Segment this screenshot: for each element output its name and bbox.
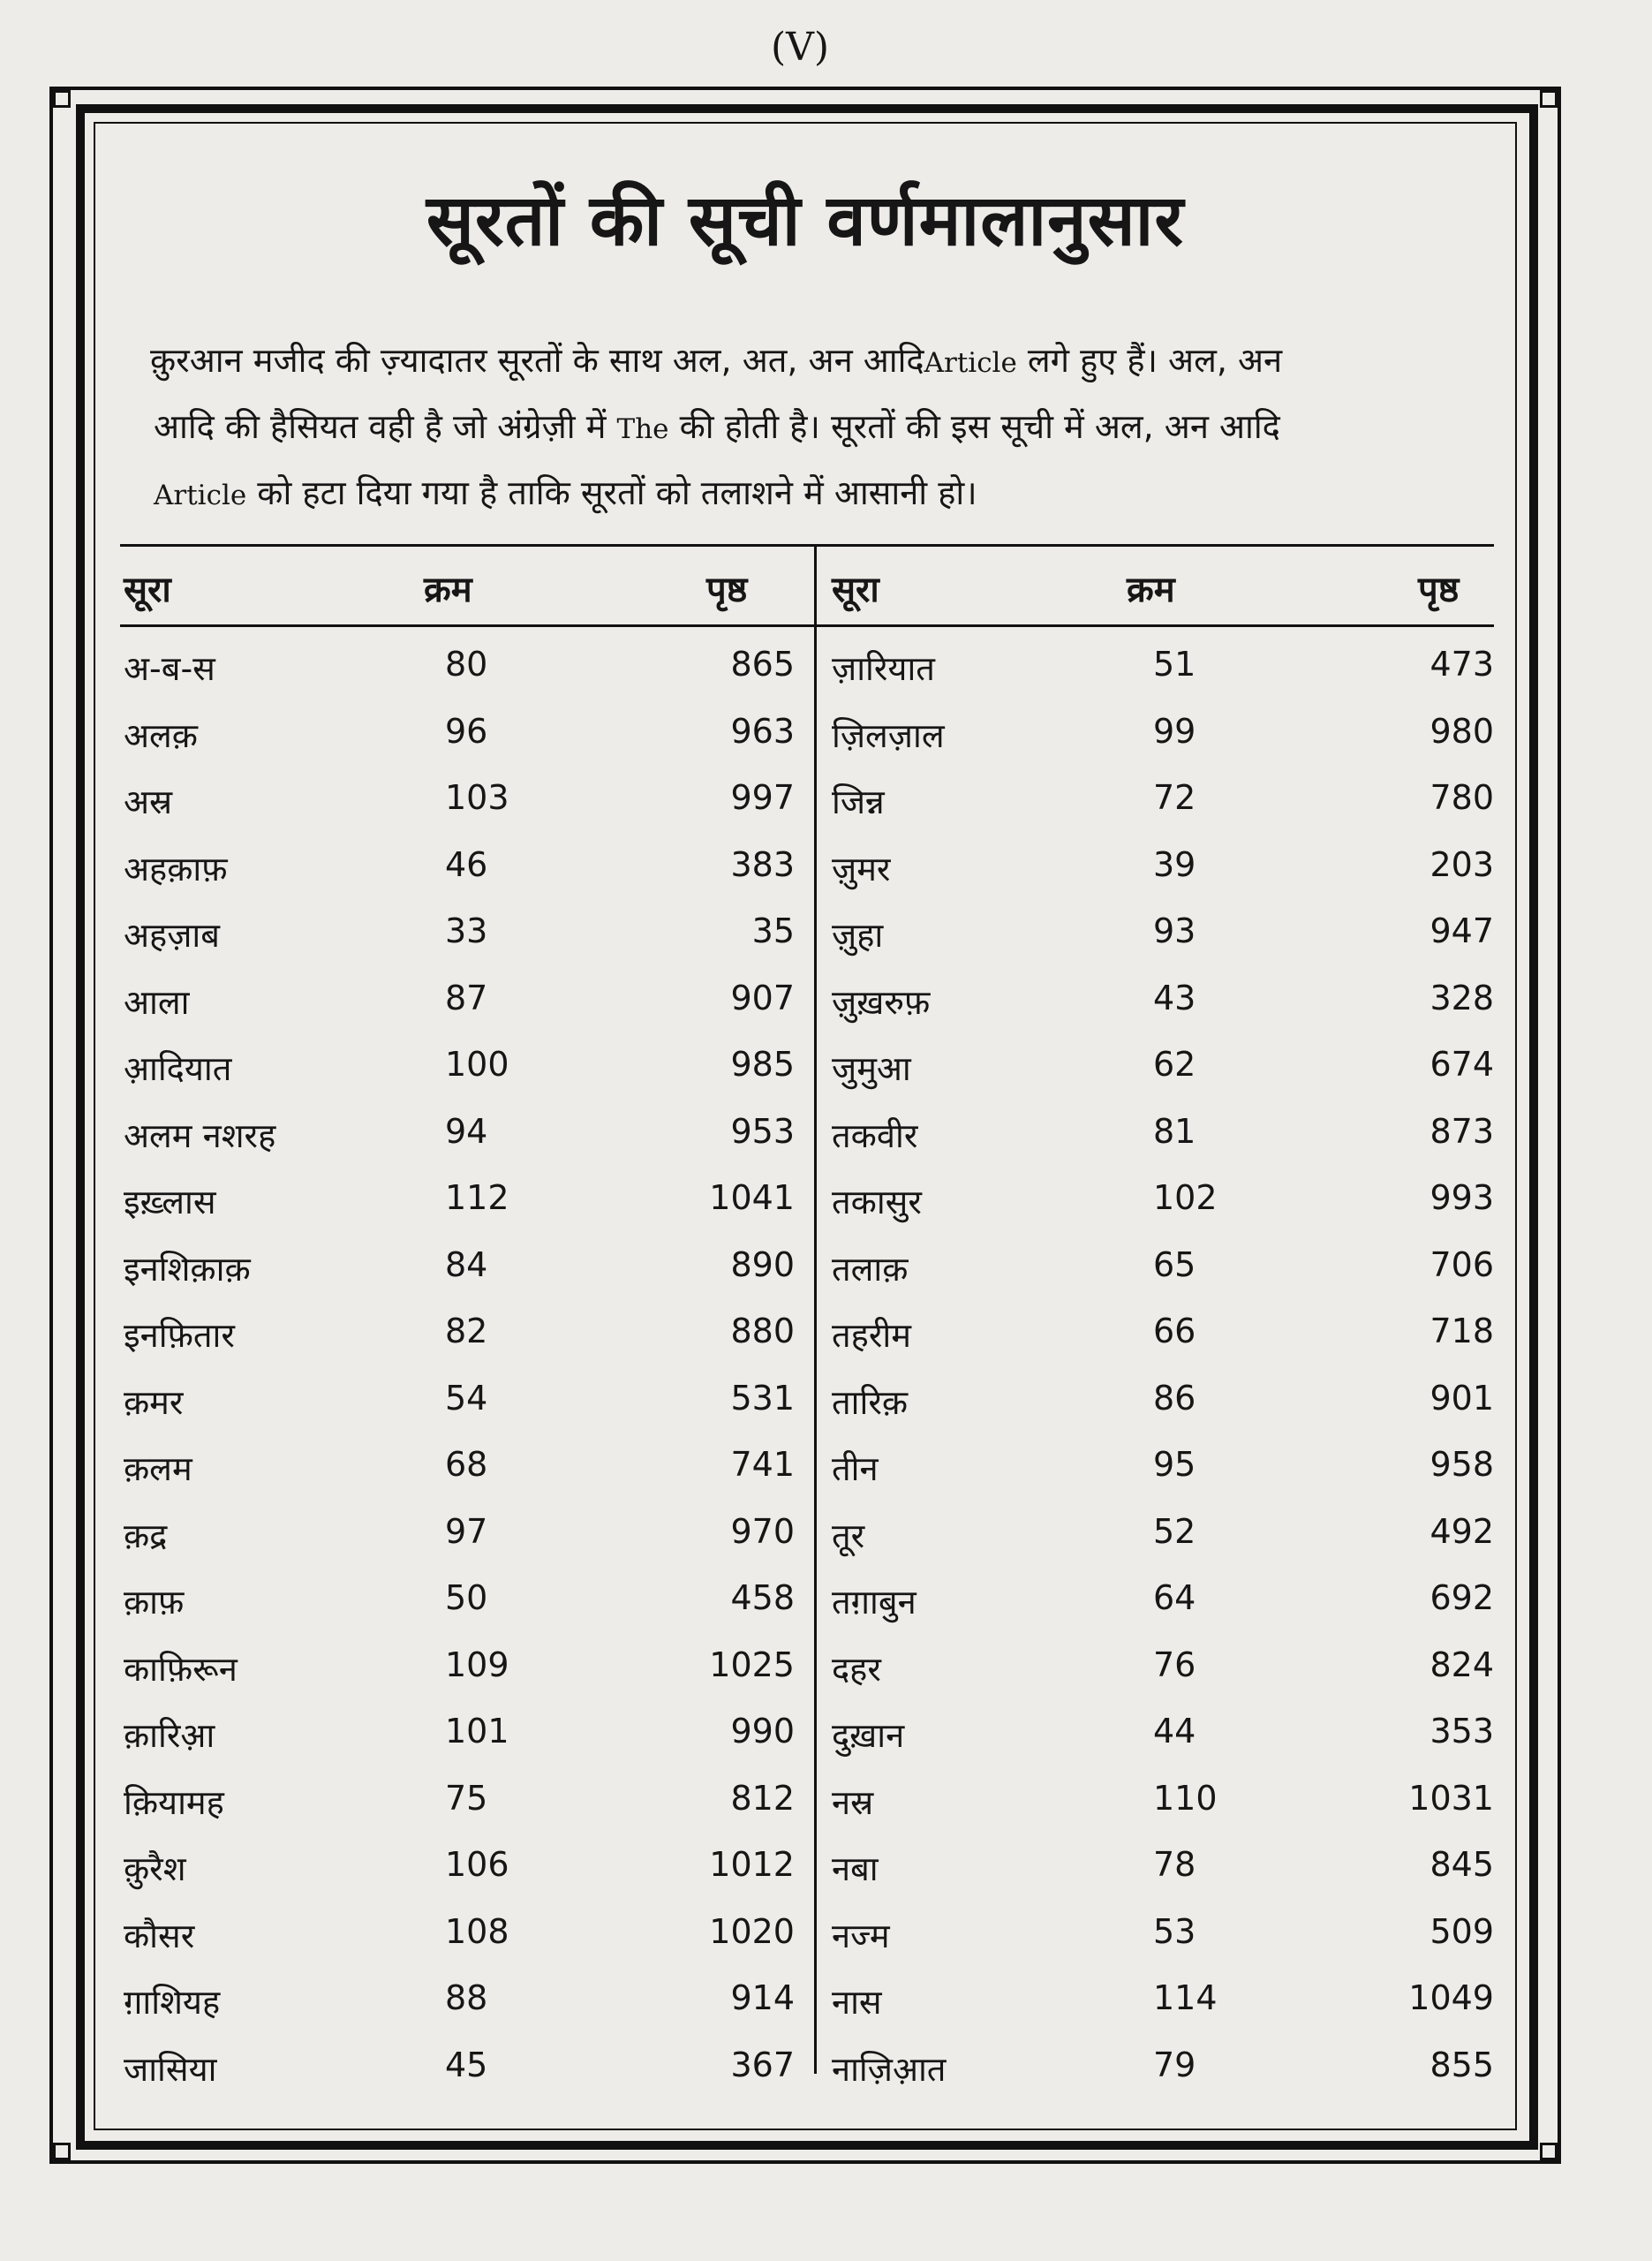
table-row [832,1503,1494,1570]
sura-name: अस्र [124,783,173,821]
page-number-cell: 855 [1429,2045,1494,2084]
table-header-rule [120,624,1494,627]
page-number-cell: 1041 [709,1178,795,1217]
sura-order-number: 44 [1153,1712,1196,1751]
page-number-cell: 780 [1429,778,1494,817]
sura-order-number: 66 [1153,1312,1196,1350]
page-number-cell: 914 [730,1978,795,2017]
sura-name: नस्र [832,1782,874,1822]
sura-name: क़लम [124,1449,192,1488]
table-row [124,970,795,1037]
page-number: (V) [770,25,830,70]
table-row [124,836,795,904]
intro-line-2: आदि की हैसियत वही है जो अंग्रेज़ी में The की होती है। सूरतों की इस सूची में अल, अन आदि [154,407,1280,446]
sura-order-number: 46 [445,844,488,884]
header-sura-left: सूरा [124,570,171,610]
table-row [124,769,795,836]
page-number-cell: 203 [1429,844,1494,884]
page-number-cell: 963 [730,711,795,751]
sura-order-number: 79 [1153,2045,1196,2084]
sura-order-number: 96 [445,711,488,751]
table-row [832,1169,1494,1236]
page-number-cell: 1031 [1408,1778,1494,1818]
page-number-cell: 890 [730,1244,795,1284]
sura-order-number: 54 [445,1378,488,1418]
table-row [832,1703,1494,1770]
sura-order-number: 108 [445,1911,509,1951]
sura-name: क़ाफ़ [124,1583,185,1622]
sura-name: कौसर [124,1916,195,1955]
table-row [124,703,795,770]
sura-order-number: 94 [445,1111,488,1151]
sura-order-number: 64 [1153,1578,1196,1617]
sura-order-number: 99 [1153,711,1196,751]
sura-name: तूर [832,1516,865,1555]
sura-order-number: 112 [445,1178,509,1217]
sura-order-number: 87 [445,978,488,1017]
table-row [124,903,795,970]
page-number-cell: 985 [730,1045,795,1084]
page-number-cell: 812 [730,1778,795,1818]
table-row [124,2037,795,2104]
page-number-cell: 718 [1429,1312,1494,1350]
sura-order-number: 101 [445,1712,509,1751]
page-number-cell: 35 [751,911,795,950]
sura-name: इनफ़ितार [124,1316,235,1355]
table-row [124,1903,795,1970]
sura-name: क़ियामह [124,1782,224,1822]
table-row [124,1703,795,1770]
sura-name: अलम नशरह [124,1115,276,1155]
table-row [832,703,1494,770]
sura-order-number: 75 [445,1778,488,1818]
page-number-cell: 1020 [709,1911,795,1951]
sura-name: तारिक़ [832,1382,909,1422]
page-number-cell: 531 [730,1378,795,1418]
page-number-cell: 980 [1429,711,1494,751]
sura-order-number: 45 [445,2045,488,2084]
sura-name: तहरीम [832,1316,911,1355]
page-number-cell: 473 [1429,645,1494,684]
header-kram-left: क्रम [424,570,472,610]
header-sura-right: सूरा [832,570,879,610]
table-row [832,1103,1494,1170]
table-row [832,1970,1494,2037]
page-number-cell: 997 [730,778,795,817]
page-number-cell: 901 [1429,1378,1494,1418]
table-row [832,636,1494,703]
page-number-cell: 947 [1429,911,1494,950]
table-row [832,1903,1494,1970]
sura-name: ज़ुहा [832,916,884,955]
page-number-cell: 1049 [1408,1978,1494,2017]
sura-name: जिन्न [832,783,885,821]
table-row [124,1169,795,1236]
sura-name: अलक़ [124,715,198,755]
intro-paragraph [150,329,1475,527]
sura-name: इनशिक़ाक़ [124,1249,251,1289]
sura-order-number: 106 [445,1845,509,1884]
sura-name: ज़ुख़रुफ़ [832,982,931,1022]
table-row [124,1036,795,1103]
sura-name: जुमुआ [832,1049,911,1088]
sura-order-number: 50 [445,1578,488,1617]
table-row [124,1970,795,2037]
sura-order-number: 81 [1153,1111,1196,1151]
sura-order-number: 68 [445,1445,488,1484]
sura-order-number: 43 [1153,978,1196,1017]
page-title: सूरतों की सूची वर्णमालानुसार [426,179,1185,261]
sura-table-right [832,636,1494,2103]
table-top-rule [120,544,1494,547]
table-row [124,1836,795,1903]
sura-order-number: 80 [445,645,488,684]
page-number-cell: 741 [730,1445,795,1484]
table-row [124,1436,795,1503]
sura-table-left [124,636,795,2103]
sura-name: नाज़िआ़त [832,2049,947,2089]
sura-order-number: 86 [1153,1378,1196,1418]
sura-order-number: 51 [1153,645,1196,684]
table-row [832,769,1494,836]
table-row [124,636,795,703]
page-number-cell: 1012 [709,1845,795,1884]
sura-name: इख़्लास [124,1183,216,1221]
table-row [832,1569,1494,1637]
sura-name: नास [832,1983,882,2022]
sura-name: ज़ारियात [832,649,935,688]
column-divider [814,544,817,2074]
header-kram-right: क्रम [1127,570,1175,610]
sura-name: क़ुरैश [124,1849,186,1888]
sura-order-number: 39 [1153,844,1196,884]
sura-order-number: 103 [445,778,509,817]
sura-name: क़द्र [124,1516,168,1555]
header-page-left: पृष्ठ [706,570,748,610]
sura-order-number: 33 [445,911,488,950]
sura-name: तग़ाबुन [832,1583,917,1622]
page-number-cell: 865 [730,645,795,684]
sura-name: काफ़िरून [124,1649,238,1689]
page-number-cell: 845 [1429,1845,1494,1884]
table-row [124,1503,795,1570]
header-page-right: पृष्ठ [1418,570,1460,610]
corner-ornament [53,90,71,108]
table-row [832,1370,1494,1437]
intro-line-3: Article को हटा दिया गया है ताकि सूरतों को तलाशने में आसानी हो। [154,473,977,512]
page-number-cell: 383 [730,844,795,884]
table-row [832,903,1494,970]
corner-ornament [53,2143,71,2160]
page-number-cell: 328 [1429,978,1494,1017]
page-number-cell: 509 [1429,1911,1494,1951]
sura-name: नबा [832,1849,879,1888]
intro-line-1: क़ुरआन मजीद की ज़्यादातर सूरतों के साथ अल, अत, अन आदिArticle लगे हुए हैं। अल, अन [150,341,1283,380]
table-row [124,1370,795,1437]
sura-name: तकासुर [832,1183,922,1221]
sura-order-number: 82 [445,1312,488,1350]
page-number-cell: 674 [1429,1045,1494,1084]
table-row [124,1637,795,1704]
sura-order-number: 76 [1153,1645,1196,1684]
sura-name: तीन [832,1449,879,1488]
sura-order-number: 93 [1153,911,1196,950]
corner-ornament [1540,90,1558,108]
page-number-cell: 367 [730,2045,795,2084]
sura-name: दहर [832,1649,881,1689]
sura-order-number: 53 [1153,1911,1196,1951]
sura-name: तलाक़ [832,1249,909,1289]
sura-order-number: 100 [445,1045,509,1084]
page-number-cell: 353 [1429,1712,1494,1751]
sura-order-number: 84 [445,1244,488,1284]
page-number-cell: 993 [1429,1178,1494,1217]
sura-name: ग़ाशियह [124,1983,221,2022]
page-number-cell: 953 [730,1111,795,1151]
sura-name: जासिया [124,2049,217,2089]
sura-order-number: 72 [1153,778,1196,817]
sura-order-number: 110 [1153,1778,1218,1818]
sura-order-number: 65 [1153,1244,1196,1284]
table-row [832,1836,1494,1903]
sura-order-number: 52 [1153,1511,1196,1551]
page-number-cell: 880 [730,1312,795,1350]
sura-name: अ-ब-स [124,649,215,688]
table-row [832,2037,1494,2104]
table-row [124,1770,795,1837]
page-number-cell: 990 [730,1712,795,1751]
sura-order-number: 88 [445,1978,488,2017]
sura-order-number: 62 [1153,1045,1196,1084]
corner-ornament [1540,2143,1558,2160]
page-number-cell: 907 [730,978,795,1017]
page-number-cell: 970 [730,1511,795,1551]
sura-name: आला [124,982,190,1022]
sura-name: दुख़ान [832,1716,905,1755]
sura-name: क़मर [124,1382,184,1422]
table-row [124,1303,795,1370]
table-row [832,836,1494,904]
table-row [832,1036,1494,1103]
sura-order-number: 78 [1153,1845,1196,1884]
table-row [124,1103,795,1170]
sura-name: अहज़ाब [124,916,220,955]
page-number-cell: 706 [1429,1244,1494,1284]
sura-name: आ़दियात [124,1049,232,1088]
page-number-cell: 458 [730,1578,795,1617]
sura-name: तकवीर [832,1115,918,1155]
page-number-cell: 824 [1429,1645,1494,1684]
sura-name: ज़ुमर [832,849,891,889]
page-number-cell: 492 [1429,1511,1494,1551]
sura-order-number: 95 [1153,1445,1196,1484]
table-row [832,1303,1494,1370]
sura-order-number: 109 [445,1645,509,1684]
sura-order-number: 102 [1153,1178,1218,1217]
sura-name: ज़िलज़ाल [832,715,945,755]
page-number-cell: 958 [1429,1445,1494,1484]
sura-order-number: 114 [1153,1978,1218,2017]
table-row [832,970,1494,1037]
table-row [832,1770,1494,1837]
table-row [832,1637,1494,1704]
table-row [124,1569,795,1637]
sura-order-number: 97 [445,1511,488,1551]
page-number-cell: 873 [1429,1111,1494,1151]
sura-name: अहक़ाफ़ [124,849,228,889]
page-number-cell: 1025 [709,1645,795,1684]
table-row [832,1236,1494,1304]
sura-name: क़ारिआ़ [124,1716,215,1755]
sura-name: नज्म [832,1916,890,1955]
table-row [124,1236,795,1304]
page-number-cell: 692 [1429,1578,1494,1617]
table-row [832,1436,1494,1503]
